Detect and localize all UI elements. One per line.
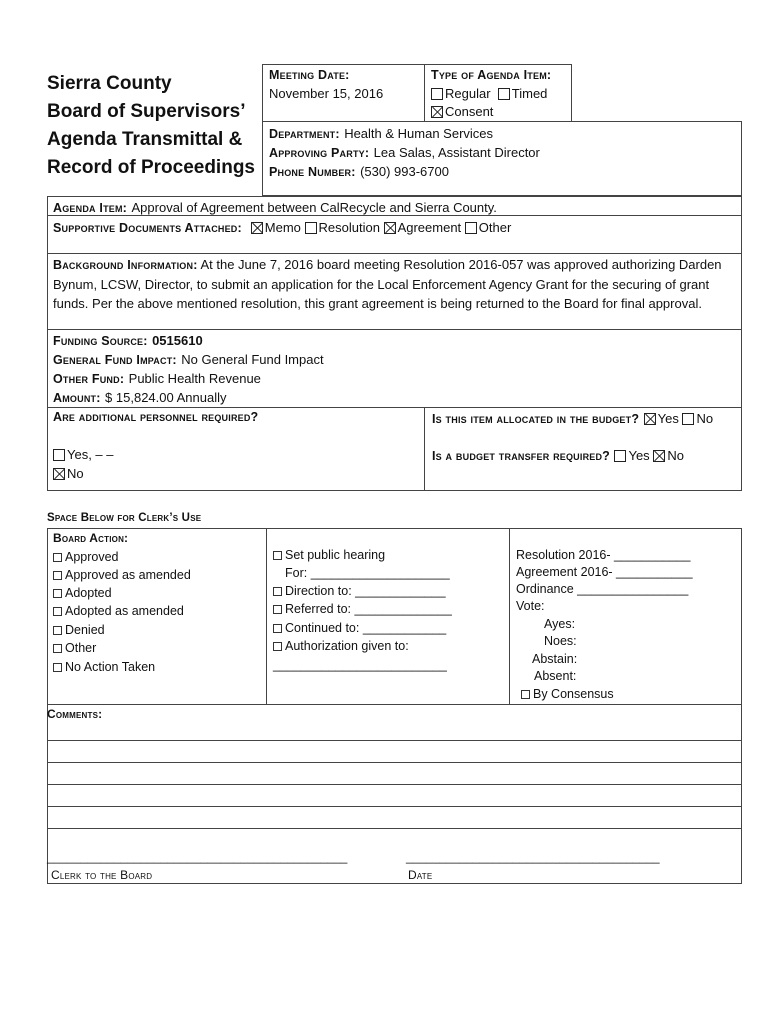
supportive-docs-label: Supportive Documents Attached: [53, 221, 242, 235]
funding-source-label: Funding Source: [53, 334, 148, 348]
allocated-no-label: No [696, 411, 714, 426]
other-checkbox[interactable] [465, 222, 477, 234]
personnel-no-label: No [67, 466, 84, 481]
continued-to[interactable]: Continued to: ____________ [273, 619, 446, 637]
clerk-section-label: Space Below for Clerk’s Use [47, 512, 202, 524]
memo-label: Memo [264, 220, 301, 235]
board-action-other[interactable]: Other [53, 639, 96, 657]
department-label: Department: [269, 127, 340, 141]
personnel-yes-checkbox[interactable] [53, 449, 65, 461]
budget-transfer-row [432, 447, 684, 465]
divider [47, 704, 742, 705]
timed-label: Timed [511, 86, 548, 101]
divider [47, 329, 742, 330]
supportive-docs-row [53, 219, 511, 237]
timed-checkbox[interactable] [498, 88, 510, 100]
other-label: Other [478, 220, 512, 235]
divider [509, 528, 510, 704]
other-fund-label: Other Fund: [53, 372, 125, 386]
budget-allocated-label: Is this item allocated in the budget? [432, 412, 640, 426]
amount-value: $ 15,824.00 Annually [105, 390, 227, 405]
approving-party-label: Approving Party: [269, 146, 370, 160]
vote-noes: Noes: [544, 634, 577, 648]
board-action-approved-amended[interactable]: Approved as amended [53, 566, 191, 584]
board-action-no-action[interactable]: No Action Taken [53, 658, 155, 676]
board-action-approved[interactable]: Approved [53, 548, 119, 566]
regular-label: Regular [445, 86, 491, 101]
resolution-checkbox[interactable] [305, 222, 317, 234]
agreement-label: Agreement [397, 220, 462, 235]
divider [424, 407, 425, 491]
vote-abstain: Abstain: [532, 652, 578, 666]
allocated-yes-label: Yes [657, 411, 679, 426]
by-consensus[interactable]: By Consensus [521, 685, 614, 703]
agenda-type-regular[interactable] [431, 86, 547, 101]
agreement-number[interactable]: Agreement 2016- ___________ [516, 565, 693, 579]
agenda-type-label: Type of Agenda Item: [431, 68, 552, 82]
consent-checkbox[interactable] [431, 106, 443, 118]
authorization-line[interactable]: _________________________ [273, 658, 447, 672]
agenda-item-row [53, 199, 497, 217]
funding-source-value: 0515610 [152, 333, 203, 348]
personnel-no[interactable] [53, 466, 84, 481]
referred-to[interactable]: Referred to: ______________ [273, 600, 452, 618]
personnel-no-checkbox[interactable] [53, 468, 65, 480]
date-label: Date [408, 868, 433, 882]
transfer-no-checkbox[interactable] [653, 450, 665, 462]
department-row [269, 125, 493, 143]
phone-row [269, 163, 449, 181]
divider [47, 407, 742, 408]
general-fund-value: No General Fund Impact [181, 352, 324, 367]
comment-line [47, 784, 742, 785]
background-info [53, 255, 733, 313]
memo-checkbox[interactable] [251, 222, 263, 234]
board-action-adopted[interactable]: Adopted [53, 584, 112, 602]
divider [47, 253, 742, 254]
meeting-date-value: November 15, 2016 [269, 86, 384, 101]
general-fund-row [53, 351, 324, 369]
personnel-label: Are additional personnel required? [53, 410, 259, 424]
agenda-item-value: Approval of Agreement between CalRecycle and Sierra County. [131, 200, 497, 215]
background-text: At the June 7, 2016 board meeting Resolution 2016-057 was approved authorizing Darden Bynum, LCSW, Director, to submit an application for the Local Enforcement Agency Grant for the securing of grant funds. Per the above mentioned resolution, this grant agreement is being returned to the Board for final approval. [53, 257, 722, 311]
agreement-checkbox[interactable] [384, 222, 396, 234]
resolution-label: Resolution [318, 220, 380, 235]
other-fund-value: Public Health Revenue [128, 371, 261, 386]
department-value: Health & Human Services [344, 126, 494, 141]
date-signature-line[interactable]: ______________________________________ [406, 850, 660, 864]
consent-label: Consent [445, 104, 494, 119]
ordinance-number[interactable]: Ordinance ________________ [516, 582, 689, 596]
transfer-yes-label: Yes [628, 448, 650, 463]
comments-label: Comments: [47, 707, 103, 721]
comment-line [47, 740, 742, 741]
other-fund-row [53, 370, 261, 388]
title-line: Sierra County [47, 73, 172, 94]
direction-to[interactable]: Direction to: _____________ [273, 582, 446, 600]
budget-allocated-row [432, 410, 713, 428]
approving-party-value: Lea Salas, Assistant Director [373, 145, 540, 160]
clerk-signature-line[interactable]: _____________________________________________ [47, 850, 348, 864]
budget-transfer-label: Is a budget transfer required? [432, 449, 611, 463]
set-public-hearing[interactable]: Set public hearing [273, 546, 385, 564]
approving-party-row [269, 144, 540, 162]
board-action-label: Board Action: [53, 531, 129, 545]
divider [424, 64, 425, 122]
vote-absent: Absent: [534, 669, 577, 683]
title-line: Record of Proceedings [47, 157, 255, 178]
form-title [47, 70, 255, 182]
hearing-for[interactable]: For: ____________________ [285, 566, 450, 580]
phone-value: (530) 993-6700 [360, 164, 449, 179]
transfer-yes-checkbox[interactable] [614, 450, 626, 462]
regular-checkbox[interactable] [431, 88, 443, 100]
personnel-yes-label: Yes, – – [67, 447, 114, 462]
vote-label: Vote: [516, 599, 545, 613]
board-action-adopted-amended[interactable]: Adopted as amended [53, 602, 184, 620]
phone-label: Phone Number: [269, 165, 356, 179]
amount-row [53, 389, 226, 407]
agenda-type-consent[interactable] [431, 104, 493, 119]
meeting-date-label: Meeting Date: [269, 68, 350, 82]
vote-ayes: Ayes: [544, 617, 576, 631]
amount-label: Amount: [53, 391, 101, 405]
comment-line [47, 806, 742, 807]
agenda-item-label: Agenda Item: [53, 201, 128, 215]
resolution-number[interactable]: Resolution 2016- ___________ [516, 548, 691, 562]
clerk-label: Clerk to the Board [51, 868, 153, 882]
general-fund-label: General Fund Impact: [53, 353, 177, 367]
allocated-no-checkbox[interactable] [682, 413, 694, 425]
title-line: Board of Supervisors’ [47, 101, 246, 122]
authorization-given-to[interactable]: Authorization given to: [273, 637, 409, 655]
background-label: Background Information: [53, 258, 198, 272]
title-line: Agenda Transmittal & [47, 129, 243, 150]
funding-source-row [53, 332, 203, 350]
comment-line [47, 828, 742, 829]
transfer-no-label: No [667, 448, 684, 463]
comment-line [47, 762, 742, 763]
allocated-yes-checkbox[interactable] [644, 413, 656, 425]
personnel-yes[interactable] [53, 447, 114, 462]
board-action-denied[interactable]: Denied [53, 621, 105, 639]
divider [266, 528, 267, 704]
